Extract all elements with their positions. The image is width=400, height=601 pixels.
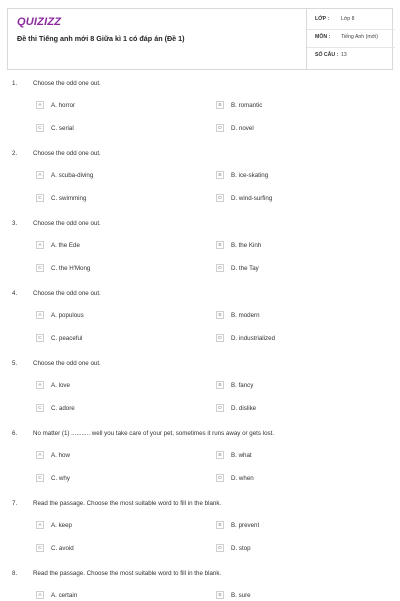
option-text: B. what xyxy=(231,452,252,459)
option-text: B. fancy xyxy=(231,382,254,389)
option-letter-box: C xyxy=(36,124,44,132)
option-text: A. how xyxy=(51,452,70,459)
option-text: B. the Kinh xyxy=(231,242,262,249)
option-letter-box: D xyxy=(216,404,224,412)
option-text: B. prevent xyxy=(231,522,260,529)
option-letter-box: C xyxy=(36,334,44,342)
option-letter-box: D xyxy=(216,334,224,342)
option-letter-box: A xyxy=(36,451,44,459)
question-text: Choose the odd one out. xyxy=(33,220,101,227)
option-text: A. populous xyxy=(51,312,84,319)
option-text: D. industrialized xyxy=(231,335,276,342)
option-letter-box: B xyxy=(216,451,224,459)
option-letter-box: C xyxy=(36,194,44,202)
option-text: C. why xyxy=(51,475,70,482)
option-letter-box: A xyxy=(36,241,44,249)
option-text: C. adore xyxy=(51,405,75,412)
option-letter-box: B xyxy=(216,171,224,179)
question-number: 2. xyxy=(12,150,18,157)
meta-row-subject xyxy=(307,30,395,46)
question-text: Read the passage. Choose the most suitable word to fill in the blank. xyxy=(33,500,222,507)
meta-label: LỚP : xyxy=(315,16,330,22)
option-letter-box: A xyxy=(36,171,44,179)
option-letter-box: B xyxy=(216,591,224,599)
meta-value: Tiếng Anh (mới) xyxy=(341,34,378,40)
option-letter-box: B xyxy=(216,381,224,389)
question-number: 1. xyxy=(12,80,18,87)
option-text: B. ice-skating xyxy=(231,172,269,179)
option-text: A. keep xyxy=(51,522,72,529)
option-letter-box: A xyxy=(36,521,44,529)
meta-row-count xyxy=(307,48,395,64)
option-text: C. swimming xyxy=(51,195,87,202)
question-text: No matter (1) ........... well you take care of your pet, sometimes it runs away or gets lost. xyxy=(33,430,275,437)
option-letter-box: D xyxy=(216,264,224,272)
meta-panel xyxy=(306,9,395,69)
question-number: 4. xyxy=(12,290,18,297)
option-letter-box: D xyxy=(216,124,224,132)
question-number: 3. xyxy=(12,220,18,227)
quizizz-logo: QUIZIZZ xyxy=(17,16,62,28)
option-text: C. avoid xyxy=(51,545,74,552)
option-text: D. novel xyxy=(231,125,254,132)
worksheet-title: Đề thi Tiếng anh mới 8 Giữa kì 1 có đáp án (Đề 1) xyxy=(17,34,185,43)
question-number: 5. xyxy=(12,360,18,367)
option-text: A. certain xyxy=(51,592,78,599)
option-letter-box: B xyxy=(216,241,224,249)
option-text: D. the Tay xyxy=(231,265,259,272)
option-text: A. the Ede xyxy=(51,242,80,249)
option-letter-box: A xyxy=(36,311,44,319)
option-letter-box: C xyxy=(36,474,44,482)
option-text: D. when xyxy=(231,475,254,482)
option-text: D. dislike xyxy=(231,405,257,412)
option-letter-box: A xyxy=(36,101,44,109)
meta-row-class xyxy=(307,12,395,28)
question-number: 7. xyxy=(12,500,18,507)
option-text: A. love xyxy=(51,382,70,389)
question-number: 8. xyxy=(12,570,18,577)
option-text: C. the H'Mong xyxy=(51,265,91,272)
option-letter-box: D xyxy=(216,194,224,202)
option-letter-box: C xyxy=(36,264,44,272)
option-letter-box: C xyxy=(36,544,44,552)
option-letter-box: B xyxy=(216,311,224,319)
option-text: B. romantic xyxy=(231,102,263,109)
option-text: D. wind-surfing xyxy=(231,195,273,202)
question-text: Choose the odd one out. xyxy=(33,80,101,87)
option-text: B. modern xyxy=(231,312,260,319)
meta-value: 13 xyxy=(341,52,347,58)
option-text: B. sure xyxy=(231,592,251,599)
option-text: A. scuba-diving xyxy=(51,172,94,179)
question-text: Choose the odd one out. xyxy=(33,290,101,297)
question-text: Read the passage. Choose the most suitable word to fill in the blank. xyxy=(33,570,222,577)
meta-value: Lớp 8 xyxy=(341,16,355,22)
option-text: C. serial xyxy=(51,125,74,132)
meta-label: SỐ CÂU : xyxy=(315,52,339,58)
option-letter-box: C xyxy=(36,404,44,412)
option-letter-box: B xyxy=(216,101,224,109)
question-text: Choose the odd one out. xyxy=(33,360,101,367)
option-text: D. stop xyxy=(231,545,251,552)
question-number: 6. xyxy=(12,430,18,437)
option-letter-box: B xyxy=(216,521,224,529)
option-text: C. peaceful xyxy=(51,335,83,342)
option-letter-box: D xyxy=(216,544,224,552)
question-text: Choose the odd one out. xyxy=(33,150,101,157)
meta-label: MÔN : xyxy=(315,34,331,40)
option-letter-box: A xyxy=(36,381,44,389)
option-text: A. horror xyxy=(51,102,76,109)
worksheet-header xyxy=(7,8,393,70)
option-letter-box: A xyxy=(36,591,44,599)
option-letter-box: D xyxy=(216,474,224,482)
